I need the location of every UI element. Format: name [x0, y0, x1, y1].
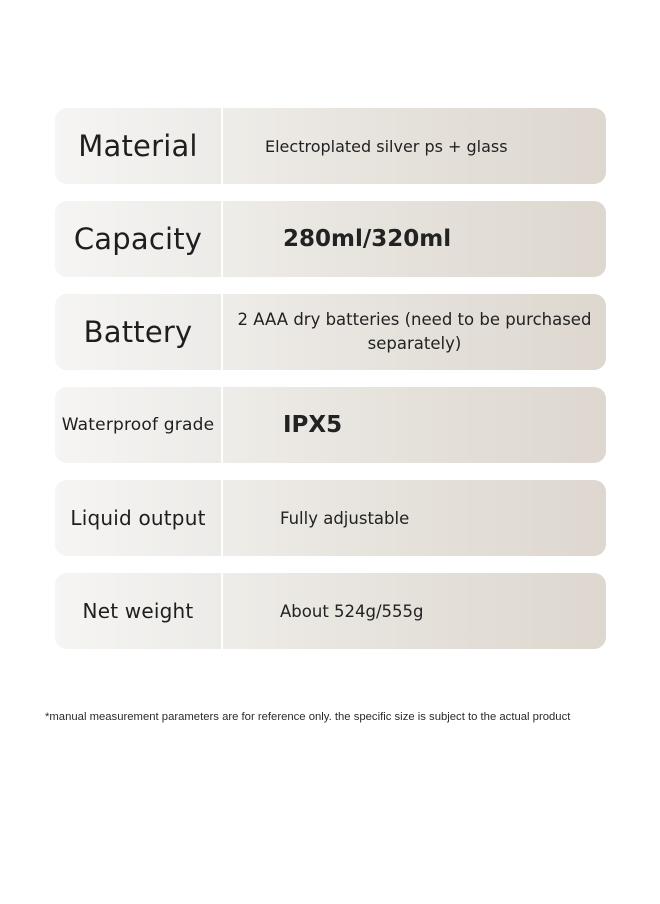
spec-label-waterproof-grade: Waterproof grade	[55, 387, 221, 463]
spec-row-battery	[55, 294, 606, 370]
spec-value-liquid-output: Fully adjustable	[280, 508, 410, 528]
footnote: *manual measurement parameters are for reference only. the specific size is subject to the actual product	[45, 711, 571, 723]
spec-row-material	[55, 108, 606, 184]
spec-row-liquid-output	[55, 480, 606, 556]
spec-row-waterproof-grade	[55, 387, 606, 463]
spec-label-material: Material	[55, 108, 221, 184]
spec-value-capacity: 280ml/320ml	[283, 226, 452, 252]
spec-label-liquid-output: Liquid output	[55, 480, 221, 556]
spec-row-capacity	[55, 201, 606, 277]
spec-label-net-weight: Net weight	[55, 573, 221, 649]
spec-row-net-weight	[55, 573, 606, 649]
spec-label-battery: Battery	[55, 294, 221, 370]
spec-label-capacity: Capacity	[55, 201, 221, 277]
spec-value-net-weight: About 524g/555g	[280, 601, 424, 621]
spec-value-waterproof-grade: IPX5	[283, 412, 343, 438]
spec-value-battery: 2 AAA dry batteries (need to be purchased separately)	[237, 310, 592, 353]
spec-table	[55, 108, 606, 666]
spec-value-material: Electroplated silver ps + glass	[265, 136, 508, 156]
